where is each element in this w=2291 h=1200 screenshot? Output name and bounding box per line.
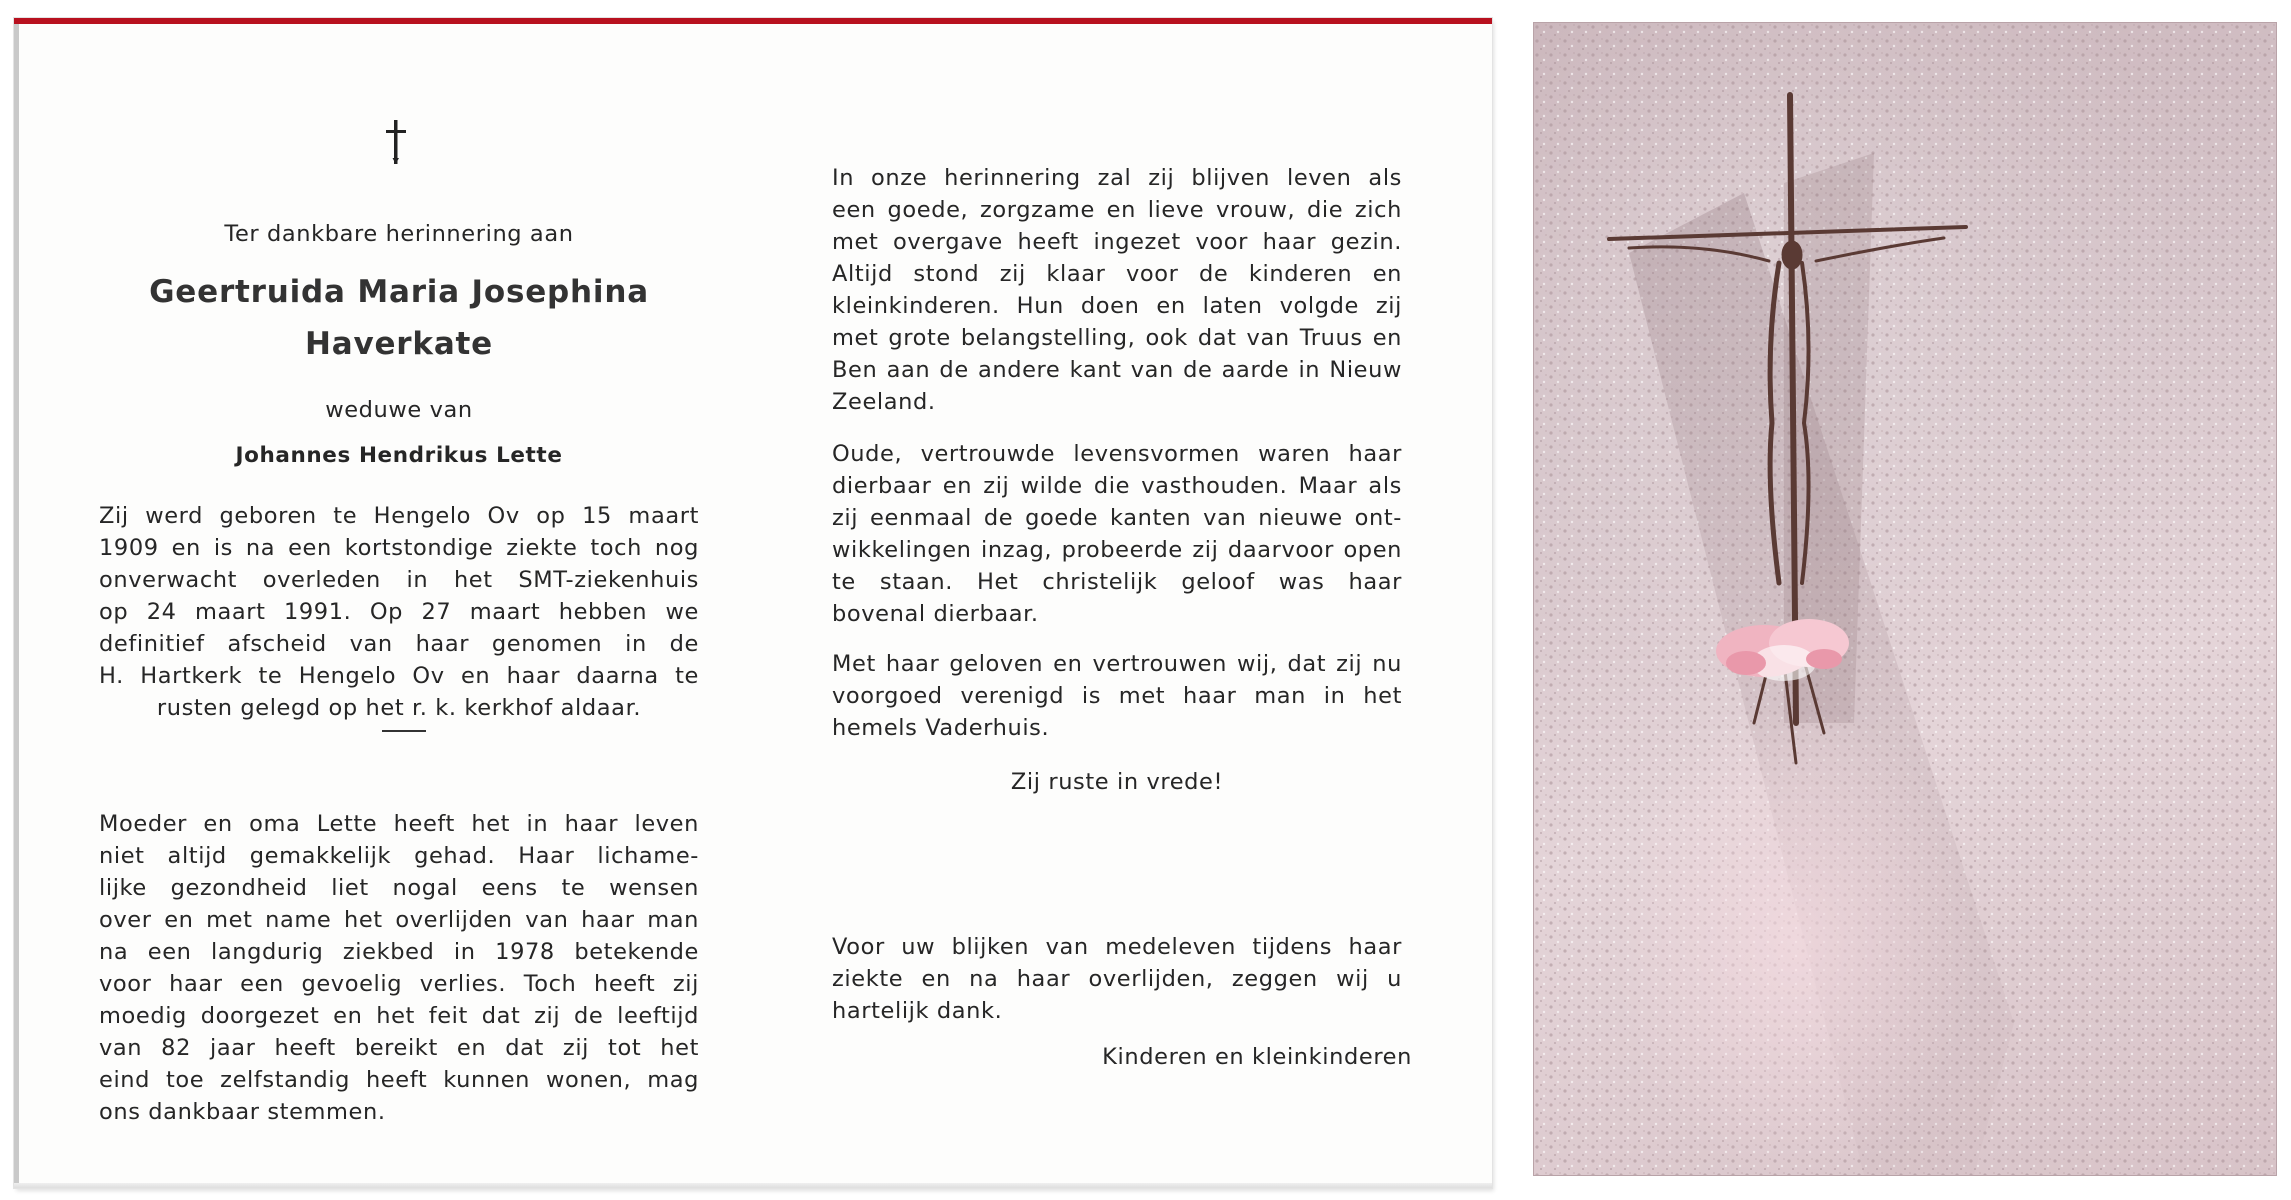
birth-death-paragraph: [99, 500, 699, 724]
paragraph-line: hartelijk dank.: [832, 998, 1003, 1024]
rest-in-peace-text: Zij ruste in vrede!: [1010, 769, 1224, 795]
paragraph-line: In onze herinnering zal zij blijven leven als: [832, 165, 1402, 191]
paragraph-line: 1909 en is na een kortstondige ziekte toch nog: [99, 535, 699, 561]
paragraph-line: Altijd stond zij klaar voor de kinderen en: [832, 261, 1402, 287]
paragraph-line: H. Hartkerk te Hengelo Ov en haar daarna te: [99, 663, 699, 689]
paragraph-line: na een langdurig ziekbed in 1978 betekende: [99, 939, 699, 965]
signature: Kinderen en kleinkinderen: [1102, 1044, 1412, 1070]
paragraph-line: definitief afscheid van haar genomen in de: [99, 631, 699, 657]
paragraph-line: over en met name het overlijden van haar man: [99, 907, 699, 933]
faith-paragraph: [832, 648, 1402, 744]
widow-of-text: weduwe van: [325, 397, 473, 423]
paragraph-line: niet altijd gemakkelijk gehad. Haar lichame-: [99, 843, 699, 869]
crucifix-illustration: [1534, 23, 2276, 1175]
tradition-paragraph: [832, 438, 1402, 630]
paragraph-line: lijke gezondheid liet nogal eens te wensen: [99, 875, 699, 901]
paragraph-line: Voor uw blijken van medeleven tijdens haar: [832, 934, 1402, 960]
paragraph-line: Zeeland.: [832, 389, 936, 415]
husband-name: Johannes Hendrikus Lette: [235, 443, 563, 468]
paragraph-line: ziekte en na haar overlijden, zeggen wij u: [832, 966, 1402, 992]
deceased-name-line1: Geertruida Maria Josephina: [149, 274, 649, 310]
paragraph-line: Met haar geloven en vertrouwen wij, dat zij nu: [832, 651, 1402, 677]
paragraph-line: eind toe zelfstandig heeft kunnen wonen, mag: [99, 1067, 699, 1093]
cross-icon: [381, 118, 411, 168]
paragraph-line: wikkelingen inzag, probeerde zij daarvoor open: [832, 537, 1402, 563]
paragraph-line: met grote belangstelling, ook dat van Truus en: [832, 325, 1402, 351]
thanks-paragraph: [832, 931, 1402, 1027]
divider-line: [382, 730, 426, 732]
paragraph-line: Moeder en oma Lette heeft het in haar leven: [99, 811, 699, 837]
paragraph-line: van 82 jaar heeft bereikt en dat zij tot het: [99, 1035, 699, 1061]
paragraph-line: Zij werd geboren te Hengelo Ov op 15 maart: [99, 503, 699, 529]
paragraph-line: hemels Vaderhuis.: [832, 715, 1050, 741]
paragraph-line: een goede, zorgzame en lieve vrouw, die zich: [832, 197, 1402, 223]
paragraph-line: moedig doorgezet en het feit dat zij de leeftijd: [99, 1003, 699, 1029]
memory-paragraph: [832, 162, 1402, 418]
paragraph-line: onverwacht overleden in het SMT-ziekenhuis: [99, 567, 699, 593]
crucifix-photo: [1533, 22, 2277, 1176]
paragraph-line: met overgave heeft ingezet voor haar gezin.: [832, 229, 1402, 255]
paragraph-line: kleinkinderen. Hun doen en laten volgde zij: [832, 293, 1402, 319]
paragraph-line: ons dankbaar stemmen.: [99, 1099, 386, 1125]
memorial-card-text-panel: [14, 18, 1492, 1188]
paragraph-line: Oude, vertrouwde levensvormen waren haar: [832, 441, 1402, 467]
paragraph-line: voorgoed verenigd is met haar man in het: [832, 683, 1402, 709]
paragraph-line: rusten gelegd op het r. k. kerkhof aldaar.: [156, 695, 642, 721]
paragraph-line: bovenal dierbaar.: [832, 601, 1039, 627]
paragraph-line: voor haar een gevoelig verlies. Toch heeft zij: [99, 971, 699, 997]
intro-text: Ter dankbare herinnering aan: [224, 221, 574, 247]
paragraph-line: dierbaar en zij wilde die vasthouden. Maar als: [832, 473, 1402, 499]
mother-paragraph: [99, 808, 699, 1128]
paragraph-line: op 24 maart 1991. Op 27 maart hebben we: [99, 599, 699, 625]
paragraph-line: te staan. Het christelijk geloof was haar: [832, 569, 1402, 595]
paragraph-line: Ben aan de andere kant van de aarde in Nieuw: [832, 357, 1402, 383]
deceased-name-line2: Haverkate: [305, 326, 493, 362]
paragraph-line: zij eenmaal de goede kanten van nieuwe ont-: [832, 505, 1402, 531]
